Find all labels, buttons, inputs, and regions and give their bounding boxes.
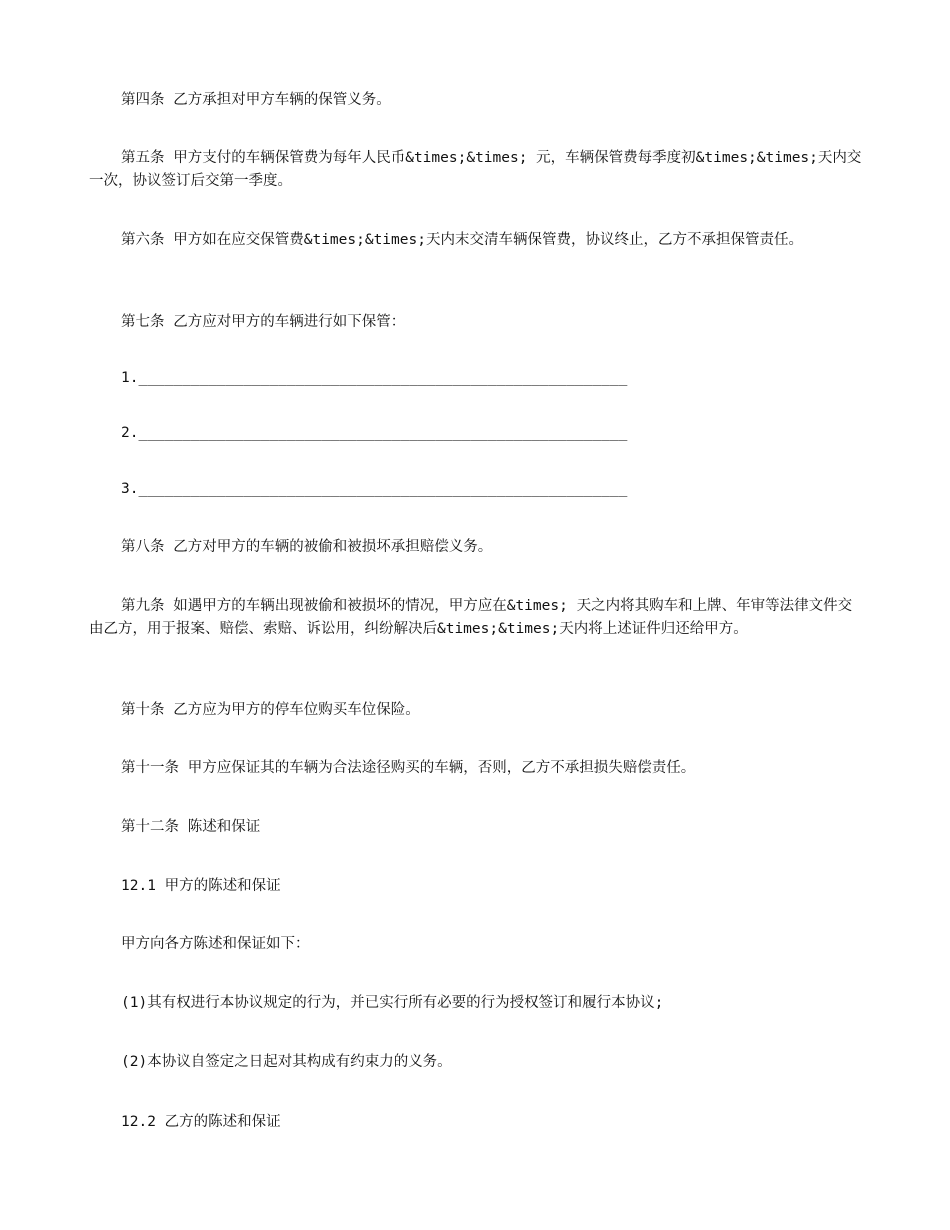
blank-line-2: 2.________________________________________________________ [121, 425, 628, 441]
party-a-statement-intro: 甲方向各方陈述和保证如下： [121, 936, 310, 952]
clause-7: 第七条 乙方应对甲方的车辆进行如下保管： [121, 314, 406, 330]
clause-6: 第六条 甲方如在应交保管费&times;&times;天内末交清车辆保管费，协议终止，乙方不承担保管责任。 [121, 232, 803, 248]
clause-10: 第十条 乙方应为甲方的停车位购买车位保险。 [121, 702, 420, 718]
section-12-1: 12.1 甲方的陈述和保证 [121, 878, 281, 894]
clause-12: 第十二条 陈述和保证 [121, 819, 261, 835]
blank-line-3: 3.________________________________________________________ [121, 481, 628, 497]
party-a-statement-1: (1)其有权进行本协议规定的行为，并已实行所有必要的行为授权签订和履行本协议; [121, 995, 664, 1011]
clause-11: 第十一条 甲方应保证其的车辆为合法途径购买的车辆，否则，乙方不承担损失赔偿责任。 [121, 760, 696, 776]
clause-5: 第五条 甲方支付的车辆保管费为每年人民币&times;&times; 元，车辆保管费每季度初&times;&times;天内交一次，协议签订后交第一季度。 [89, 150, 862, 189]
clause-9: 第九条 如遇甲方的车辆出现被偷和被损坏的情况，甲方应在&times; 天之内将其购车和上牌、年审等法律文件交由乙方，用于报案、赔偿、索赔、诉讼用，纠纷解决后&times;&times;天内将上述证件归还给甲方。 [89, 598, 853, 637]
party-a-statement-2: (2)本协议自签定之日起对其构成有约束力的义务。 [121, 1054, 452, 1070]
clause-4: 第四条 乙方承担对甲方车辆的保管义务。 [121, 92, 391, 108]
blank-line-1: 1.________________________________________________________ [121, 370, 628, 386]
section-12-2: 12.2 乙方的陈述和保证 [121, 1114, 281, 1130]
clause-8: 第八条 乙方对甲方的车辆的被偷和被损坏承担赔偿义务。 [121, 539, 493, 555]
